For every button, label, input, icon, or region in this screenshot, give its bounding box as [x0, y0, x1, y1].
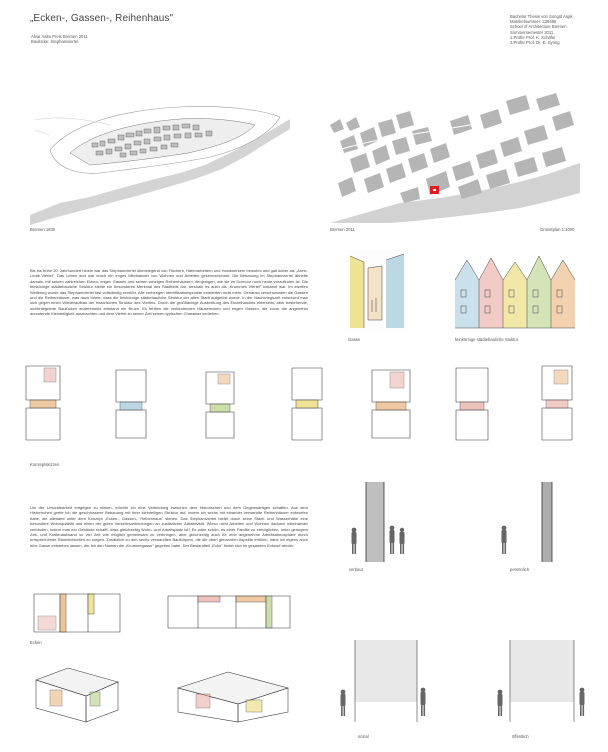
gasse-sketch [346, 250, 406, 330]
concept-sketches [20, 360, 595, 445]
space-sketch-public [490, 634, 590, 726]
subtitle-line: Baulücke: Stephaniviertel [31, 39, 79, 45]
structure-sketch [455, 250, 583, 330]
historic-map [30, 95, 290, 225]
meta-line: Sommersemester 2011 [510, 29, 554, 35]
page-title: „Ecken-, Gassen-, Reihenhaus" [30, 13, 174, 24]
author-meta [510, 14, 600, 45]
meta-line: 1.Prüfer Prof. K. Schäfer [510, 34, 556, 40]
sketch-caption: sozial [358, 734, 369, 739]
sketch-caption: öffentlich [512, 734, 529, 739]
meta-line: School of Architecture Bremen [510, 24, 567, 30]
isometric-sketches [28, 662, 298, 724]
ecken-plans [30, 588, 300, 638]
subtitle-block [31, 34, 88, 44]
alley-sketch-built [336, 482, 421, 564]
meta-line: Matrikelnummer: 239486 [510, 19, 557, 25]
space-sketch-social [333, 634, 433, 726]
map-caption: Bremen 1830 [30, 227, 56, 232]
current-map [330, 93, 580, 223]
meta-line: Bachelor Thesis von Songül Argik [510, 14, 573, 19]
sketch-caption: verbaut [349, 567, 363, 572]
meta-line: 2.Prüfer Prof. Dr. E. Syring [510, 40, 560, 46]
map-caption: Bremen 2011 [330, 227, 355, 232]
sketch-caption: persönlich [510, 567, 530, 572]
subtitle-line: Alvar Aalto Preis Bremen 2011 [31, 34, 88, 39]
sketch-caption: Konzeptskizzen [30, 462, 60, 467]
alley-sketch-personal [490, 482, 570, 564]
sketch-caption: feinkörnige städtebauliche Stuktur [455, 337, 519, 342]
sketch-caption: Ecken [30, 640, 42, 645]
concept-paragraph: Um der Unsichtbarkeit entgegen zu wirken, möchte ich eine Verbindung zwischen dem Historischen und dem Gegenwärtigen schaffen. Aus dem Historischen greife ich die geschlossene Bebauung mit ihrer kleinteiligen Struktur auf, indem ich sechs mit einander verwandte Reihenhäuser entworfen habe, die allesamt unter dem Konzept „Ecken-, Gassen-, Reihenhaus" stehen. Das Stephaniviertel bietet durch seine Stadt- und Wasserhähe eine besondere Wohnqualität und einen der guten Verkehrsanbindungen an zusätzlicher Attraktivität. Wieso nicht Arbeiten und Wohnen dadurch miteinander verbinden, indem man ein Gebäude schafft, dass gleichzeitig Wohn- und Arbeitsplatz ist? Es wäre schön, es einer Familie zu ermöglichen, unter geringem Zeit- und Kostenaufwand so viel Zeit wie möglich gemeinsam zu verbringen, aber gleichzeitig auch für eine angenehme Arbeitsatmosphäre durch entsprechende Räumlichkeiten zu sorgen. Zusätzlich zu den sechs verwandten Baukörpern, die die oben genannten Aspekte erfüllen, habe ich eigens auch eine Gasse entstehen lassen, der ich den Namen die „Krummegasse" gegeben habe. Der Bestandteil „Ecke" findet sich im gesamten Entwurf wieder. [30, 505, 308, 548]
scale-caption: Gronstplan 1:1000 [540, 227, 575, 232]
history-paragraph: Bis ins frühe 20. Jahrhundert hinein war das Stephaniviertel überwiegend von Fischern, Hafenarbeitern und Handwerkern bewohnt und galt daher als „Arme-Leute-Viertel". Das Leben dort war durch ein enges Miteinander von Wohnen und Arbeiten gekennzeichnet. Die Bebauung im Stephaniviertel ähnelte damals, mit seinen zahlreichen Ecken, engen Gassen und seinen winzigen Reihenhäusern, denjenigen, wie sie im Schnoor noch heute vorzufinden ist. Die feinkörnige städtebauliche Struktur stellte ein besonderes Merkmal des Stadtteils dar, weshalb es auch als „Krummes Viertel" bekannt war. Im zweiten Weltkrieg wurde das Stephaniviertel fast vollständig zerstört. Alle vorherigen Identifikationspunkte existierten nicht mehr. Genauso verschwanden die Gassen und die Reihenhäuser, was dazu führte, dass die feinkörnige städtebauliche Struktur der alten Stadt aufgelöst wurde. In der Nachkriegszeit entschied man sich gegen einen Wiederaufbau der historischen Struktur des Viertels. Durch die großflächige Ausbreitung des Einzelhandels einerseits, aber bestehende, nichtintegrierte Baulücken andererseits entstand ein Bruch. Es fehlten die verbindenden Häuserecken und engen Gassen, die zuvor die angenehm anmutende Kleinteiligkeit ausmachten und dem Viertel zu seiner Zeit seinen typischen Charakter verliehen. [30, 268, 308, 317]
sketch-caption: Gasse [348, 337, 361, 342]
